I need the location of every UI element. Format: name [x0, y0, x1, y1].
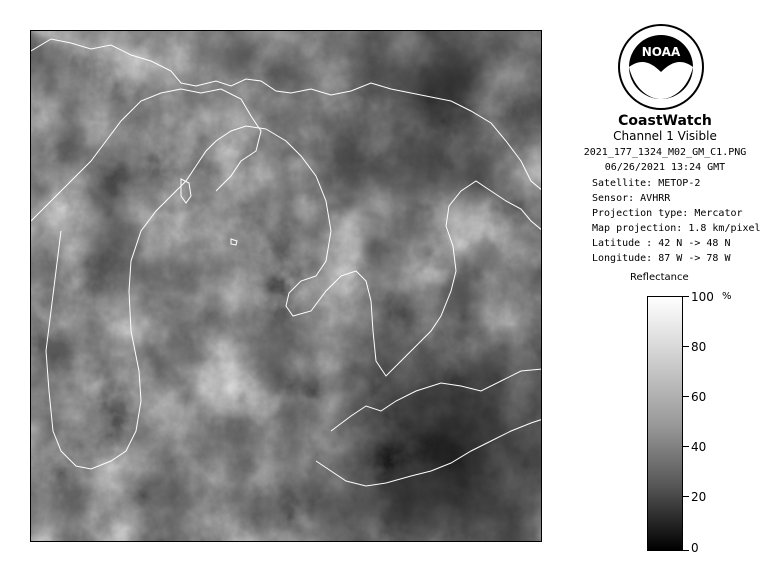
colorbar-tick: [683, 396, 689, 397]
sensor-label: Sensor: AVHRR: [592, 193, 671, 204]
satellite-map: [30, 30, 542, 542]
datetime: 06/26/2021 13:24 GMT: [604, 162, 726, 173]
colorbar-tick: [683, 346, 689, 347]
colorbar-unit: %: [722, 291, 732, 302]
colorbar: [647, 296, 683, 551]
colorbar-tick-label: 100: [691, 290, 714, 304]
colorbar-title: Reflectance: [630, 272, 689, 283]
satellite-label: Satellite: METOP-2: [592, 178, 701, 189]
colorbar-tick-label: 0: [691, 541, 699, 555]
map-image: [31, 31, 542, 542]
logo-text: NOAA: [641, 45, 681, 59]
projection-type-label: Projection type: Mercator: [592, 208, 743, 219]
colorbar-tick-label: 40: [691, 440, 707, 454]
colorbar-tick: [683, 496, 689, 497]
map-projection-label: Map projection: 1.8 km/pixel: [592, 223, 761, 234]
colorbar-tick: [683, 296, 689, 297]
colorbar-tick-label: 60: [691, 390, 707, 404]
product-title: CoastWatch: [618, 113, 712, 129]
colorbar-tick-label: 20: [691, 490, 707, 504]
longitude-label: Longitude: 87 W -> 78 W: [592, 253, 731, 264]
colorbar-tick-label: 80: [691, 340, 707, 354]
colorbar-tick: [683, 550, 689, 551]
latitude-label: Latitude : 42 N -> 48 N: [592, 238, 731, 249]
filename: 2021_177_1324_M02_GM_C1.PNG: [583, 147, 747, 158]
colorbar-tick: [683, 446, 689, 447]
noaa-logo: [616, 22, 706, 112]
channel-label: Channel 1 Visible: [613, 129, 717, 143]
info-panel: [560, 18, 770, 558]
